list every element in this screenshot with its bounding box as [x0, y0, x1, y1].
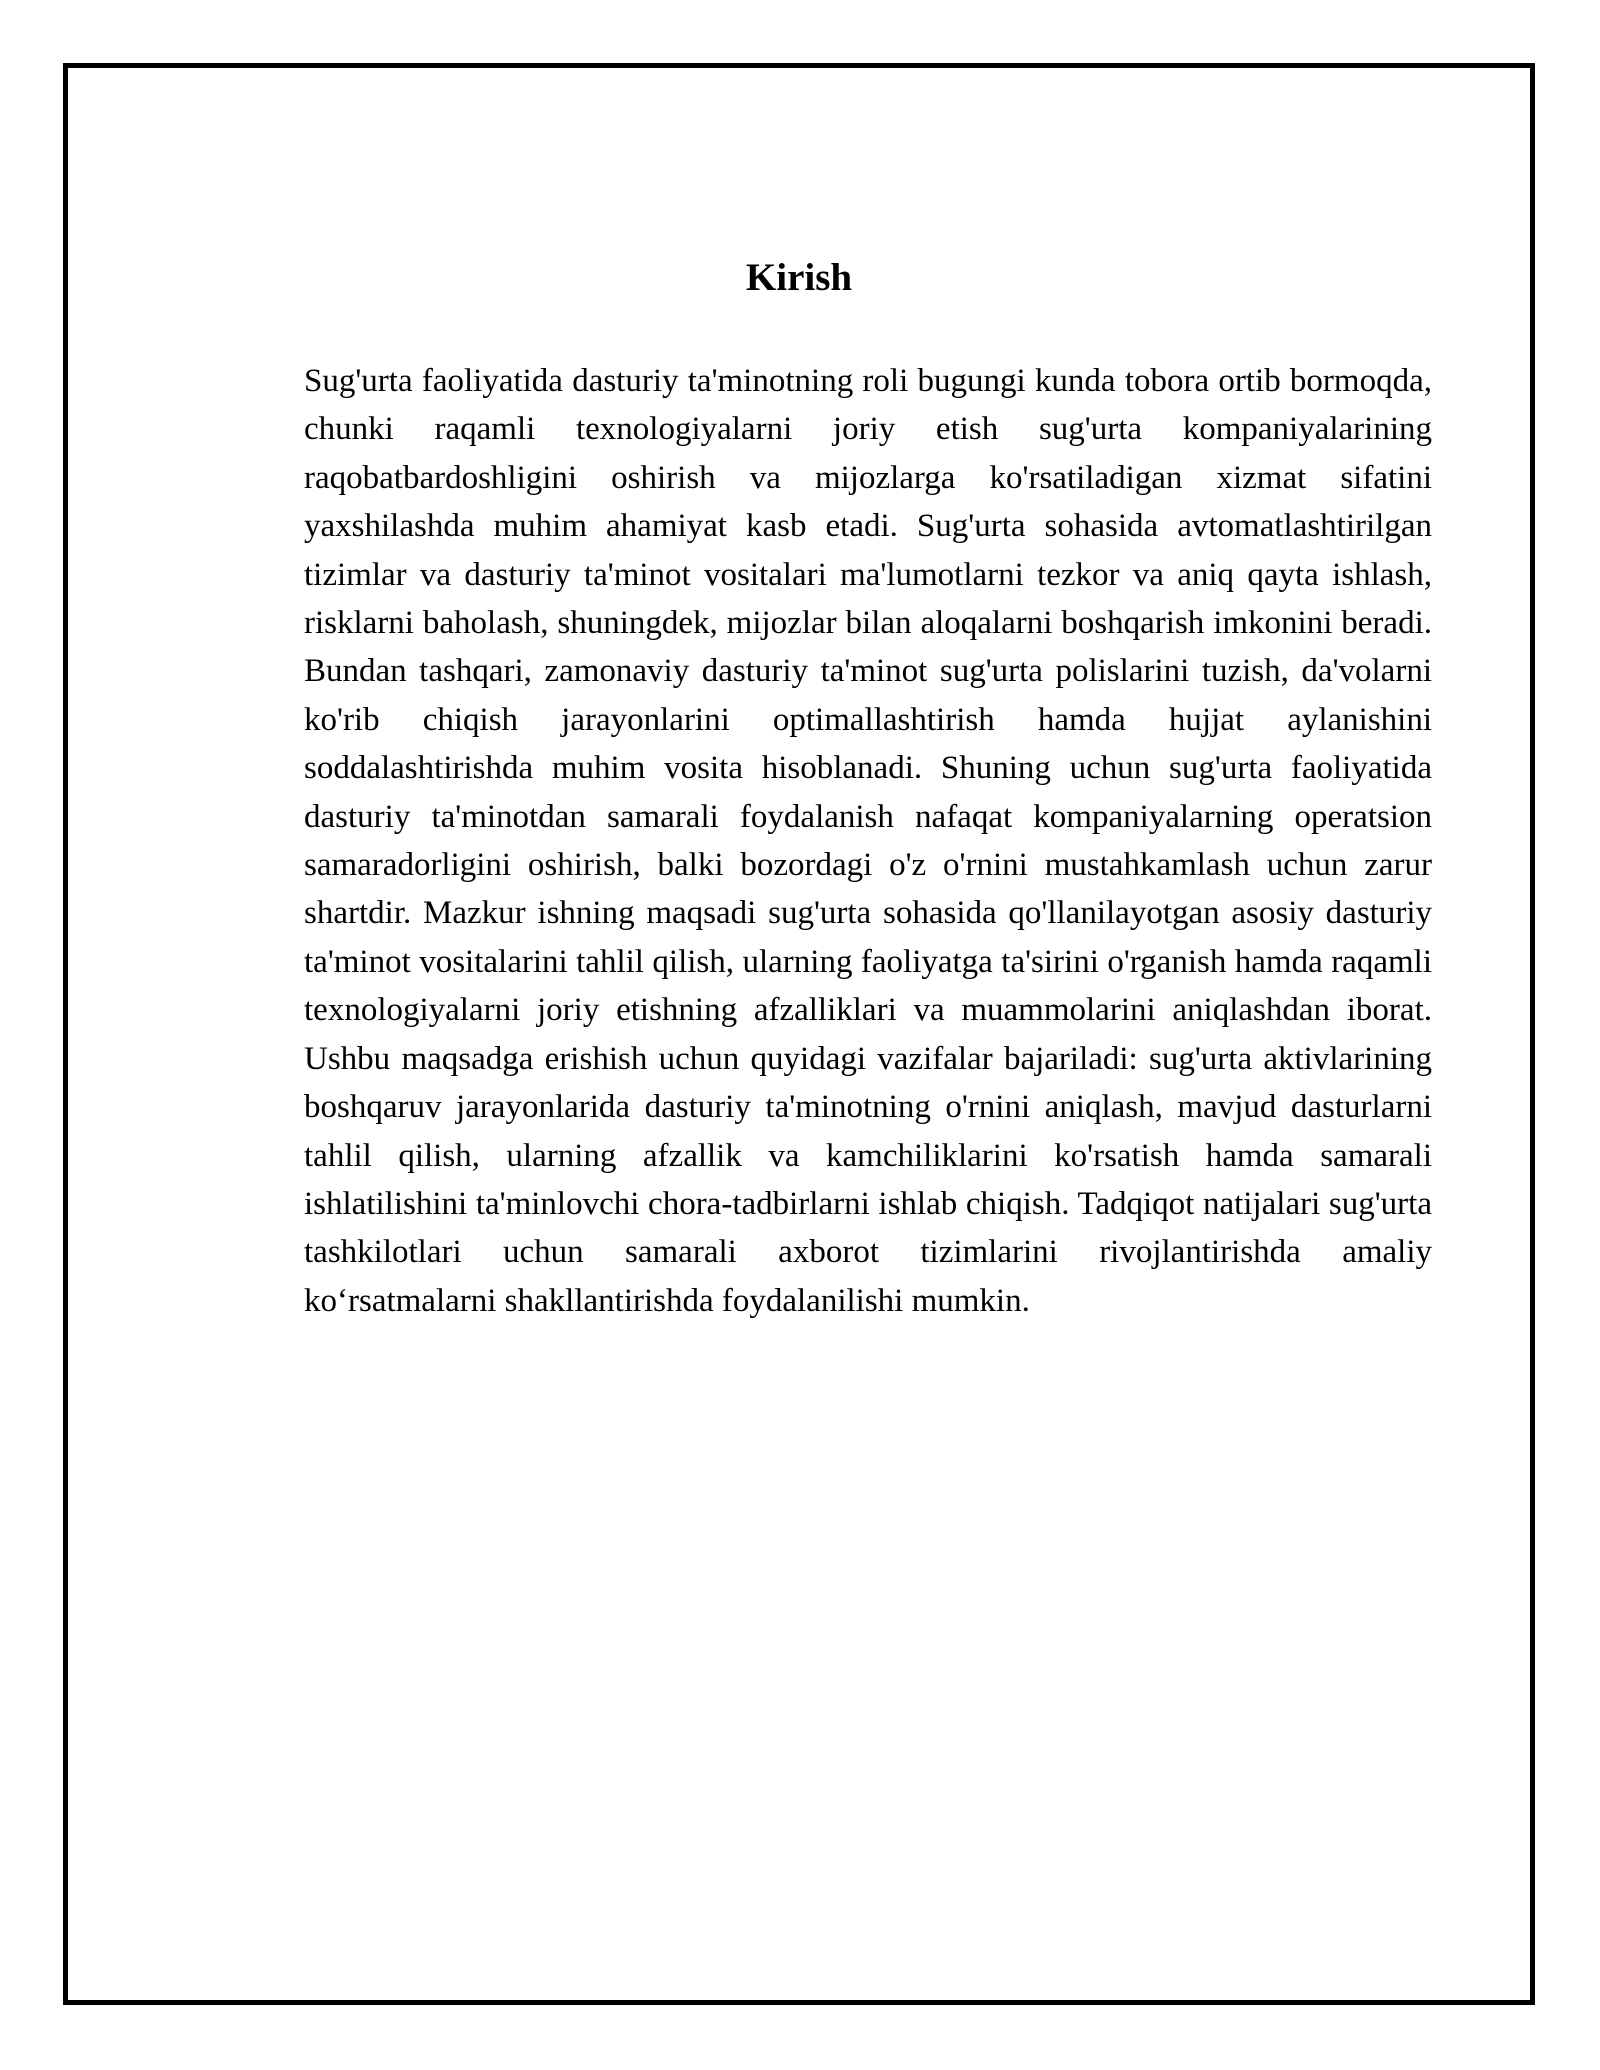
page-frame	[63, 63, 1535, 2005]
page-title: Kirish	[745, 256, 853, 299]
body-paragraph: Sug'urta faoliyatida dasturiy ta'minotning roli bugungi kunda tobora ortib bormoqda, chunki raqamli texnologiyalarni joriy etish sug'urta kompaniyalarining raqobatbardoshligini oshirish va mijozlarga ko'rsatiladigan xizmat sifatini yaxshilashda muhim ahamiyat kasb etadi. Sug'urta sohasida avtomatlashtirilgan tizimlar va dasturiy ta'minot vositalari ma'lumotlarni tezkor va aniq qayta ishlash, risklarni baholash, shuningdek, mijozlar bilan aloqalarni boshqarish imkonini beradi. Bundan tashqari, zamonaviy dasturiy ta'minot sug'urta polislarini tuzish, da'volarni ko'rib chiqish jarayonlarini optimallashtirish hamda hujjat aylanishini soddalashtirishda muhim vosita hisoblanadi. Shuning uchun sug'urta faoliyatida dasturiy ta'minotdan samarali foydalanish nafaqat kompaniyalarning operatsion samaradorligini oshirish, balki bozordagi o'z o'rnini mustahkamlash uchun zarur shartdir. Mazkur ishning maqsadi sug'urta sohasida qo'llanilayotgan asosiy dasturiy ta'minot vositalarini tahlil qilish, ularning faoliyatga ta'sirini o'rganish hamda raqamli texnologiyalarni joriy etishning afzalliklari va muammolarini aniqlashdan iborat. Ushbu maqsadga erishish uchun quyidagi vazifalar bajariladi: sug'urta aktivlarining boshqaruv jarayonlarida dasturiy ta'minotning o'rnini aniqlash, mavjud dasturlarni tahlil qilish, ularning afzallik va kamchiliklarini ko'rsatish hamda samarali ishlatilishini ta'minlovchi chora-tadbirlarni ishlab chiqish. Tadqiqot natijalari sug'urta tashkilotlari uchun samarali axborot tizimlarini rivojlantirishda amaliy ko‘rsatmalarni shakllantirishda foydalanilishi mumkin.	[304, 363, 1432, 1319]
